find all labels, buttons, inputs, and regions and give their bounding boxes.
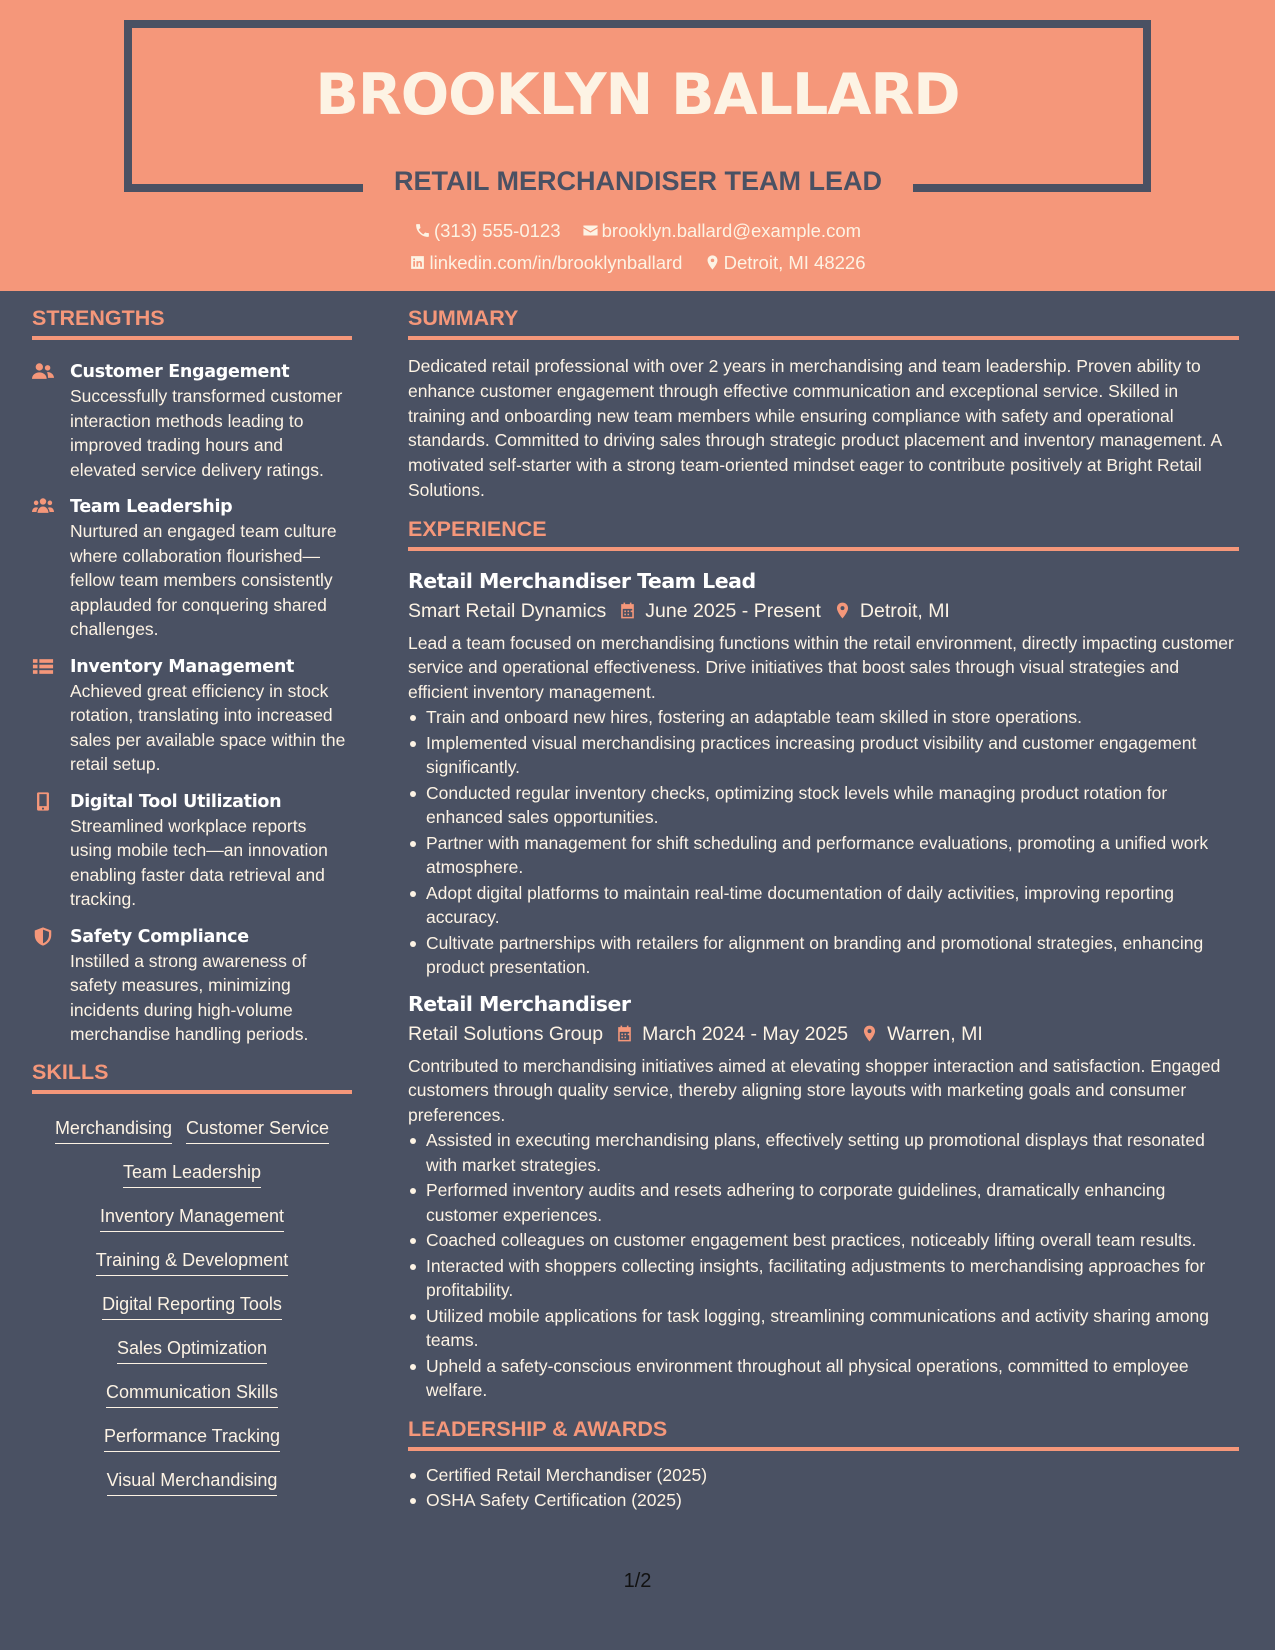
list-icon [32,657,56,677]
shield-icon [32,927,56,947]
awards-heading: LEADERSHIP & AWARDS [408,1417,1239,1451]
awards-list [408,1463,1239,1513]
users-icon [32,362,56,382]
job-bullet: Coached colleagues on customer engagement best practices, noticeably lifting overall team results. [408,1228,1239,1253]
contact-linkedin[interactable] [409,252,682,274]
strength-title: Team Leadership [70,497,233,517]
job-bullet: Interacted with shoppers collecting insights, facilitating adjustments to merchandising approaches for profitability. [408,1254,1239,1303]
skills-heading: SKILLS [32,1060,352,1094]
skill-tag: Training & Development [96,1248,288,1276]
skills-list [32,1116,352,1512]
page-number: 1/2 [623,1570,652,1592]
job-description: Lead a team focused on merchandising functions within the retail environment, directly impacting customer service and operational effectiveness. Drive initiatives that boost sales through visual strategies and efficient inventory management. [408,632,1234,702]
mobile-icon [32,792,56,812]
header-frame [1143,20,1151,192]
email-text: brooklyn.ballard@example.com [601,220,862,241]
job-bullet: Partner with management for shift scheduling and performance evaluations, promoting a unified work atmosphere. [408,831,1239,880]
linkedin-text: linkedin.com/in/brooklynballard [429,252,683,273]
right-column [408,306,1239,1513]
job-title: Retail Merchandiser [408,991,631,1016]
job-dates: June 2025 - Present [645,599,821,622]
header-frame [124,20,1151,28]
strength-item [32,925,352,1047]
job-bullet: Adopt digital platforms to maintain real-time documentation of daily activities, improving reporting accuracy. [408,881,1239,930]
phone-icon [414,222,431,239]
job-entry [408,567,1239,980]
contact-email[interactable] [582,220,861,242]
strength-item [32,790,352,912]
phone-text: (313) 555-0123 [433,220,561,241]
job-location: Warren, MI [887,1022,983,1045]
contact-line [0,252,1275,274]
job-description: Contributed to merchandising initiatives aimed at elevating shopper interaction and satisfaction. Engaged customers through quality service, thereby aligning store layouts with marketing goals and consumer preferences. [408,1055,1221,1125]
job-dates: March 2024 - May 2025 [642,1022,849,1045]
job-bullets [408,1128,1239,1403]
header-frame [124,184,363,192]
summary-text: Dedicated retail professional with over 2 years in merchandising and team leadership. Proven ability to enhance customer engagement through effective communication and exceptional service. Skilled in training and onboarding new team members while ensuring compliance with safety and operational standards. Committed to driving sales through strategic product placement and inventory management. A motivated self-starter with a strong team-oriented mindset eager to contribute positively at Bright Retail Solutions. [408,356,1222,500]
strength-desc: Instilled a strong awareness of safety measures, minimizing incidents during high-volume merchandise handling periods. [70,950,309,1044]
job-title: Retail Merchandiser Team Lead [408,568,756,593]
contact-location [704,252,866,274]
job-meta [408,1019,1239,1049]
skill-tag: Sales Optimization [117,1336,267,1364]
skill-tag: Performance Tracking [104,1424,280,1452]
resume-header [0,0,1275,291]
skill-tag: Digital Reporting Tools [102,1292,282,1320]
strength-title: Digital Tool Utilization [70,791,282,812]
map-pin-icon [833,601,852,620]
job-meta [408,596,1239,626]
skill-tag: Communication Skills [106,1380,278,1408]
job-bullet: Conducted regular inventory checks, optimizing stock levels while managing product rotation for enhanced sales opportunities. [408,781,1239,830]
award-item: Certified Retail Merchandiser (2025) [408,1463,1239,1488]
job-bullet: Train and onboard new hires, fostering an adaptable team skilled in store operations. [408,705,1239,730]
job-bullet: Upheld a safety-conscious environment throughout all physical operations, committed to employee welfare. [408,1354,1239,1403]
contact-line [0,220,1275,242]
job-bullet: Performed inventory audits and resets adhering to corporate guidelines, dramatically enhancing customer experiences. [408,1178,1239,1227]
job-bullet: Assisted in executing merchandising plans, effectively setting up promotional displays that resonated with market strategies. [408,1128,1239,1177]
skill-tag: Customer Service [186,1116,329,1144]
summary-heading: SUMMARY [408,306,1239,340]
job-location: Detroit, MI [859,599,950,622]
linkedin-icon [409,254,426,271]
team-icon [32,497,56,517]
job-bullet: Utilized mobile applications for task logging, streamlining communications and activity sharing among teams. [408,1304,1239,1353]
strength-desc: Achieved great efficiency in stock rotation, translating into increased sales per available space within the retail setup. [70,680,346,774]
left-column [32,306,352,1512]
candidate-name: BROOKLYN BALLARD [315,62,960,128]
skill-tag: Team Leadership [123,1160,261,1188]
award-item: OSHA Safety Certification (2025) [408,1488,1239,1513]
header-frame [913,184,1151,192]
strength-item [32,360,352,482]
skill-tag: Inventory Management [100,1204,284,1232]
strengths-heading: STRENGTHS [32,306,352,340]
strength-desc: Nurtured an engaged team culture where collaboration flourished—fellow team members consistently applauded for conquering shared challenges. [70,521,337,639]
envelope-icon [582,222,599,239]
strength-title: Safety Compliance [70,926,249,947]
candidate-title: RETAIL MERCHANDISER TEAM LEAD [393,166,882,196]
calendar-icon [618,601,637,620]
header-frame [124,20,132,192]
skill-tag: Visual Merchandising [107,1468,278,1496]
experience-heading: EXPERIENCE [408,517,1239,551]
job-entry [408,990,1239,1403]
map-pin-icon [860,1024,879,1043]
job-company: Smart Retail Dynamics [408,599,607,622]
strength-item [32,655,352,777]
location-text: Detroit, MI 48226 [723,252,866,273]
job-bullets [408,705,1239,980]
skill-tag: Merchandising [55,1116,172,1144]
job-bullet: Implemented visual merchandising practices increasing product visibility and customer engagement significantly. [408,731,1239,780]
strength-title: Inventory Management [70,656,295,677]
strength-item [32,495,352,642]
calendar-icon [615,1024,634,1043]
strength-desc: Successfully transformed customer interaction methods leading to improved trading hours and elevated service delivery ratings. [70,386,343,480]
contact-phone[interactable] [414,220,561,242]
job-company: Retail Solutions Group [408,1022,604,1045]
map-pin-icon [704,254,721,271]
job-bullet: Cultivate partnerships with retailers for alignment on branding and promotional strategies, enhancing product presentation. [408,931,1239,980]
strength-desc: Streamlined workplace reports using mobile tech—an innovation enabling faster data retrieval and tracking. [70,815,328,909]
strength-title: Customer Engagement [70,362,290,382]
